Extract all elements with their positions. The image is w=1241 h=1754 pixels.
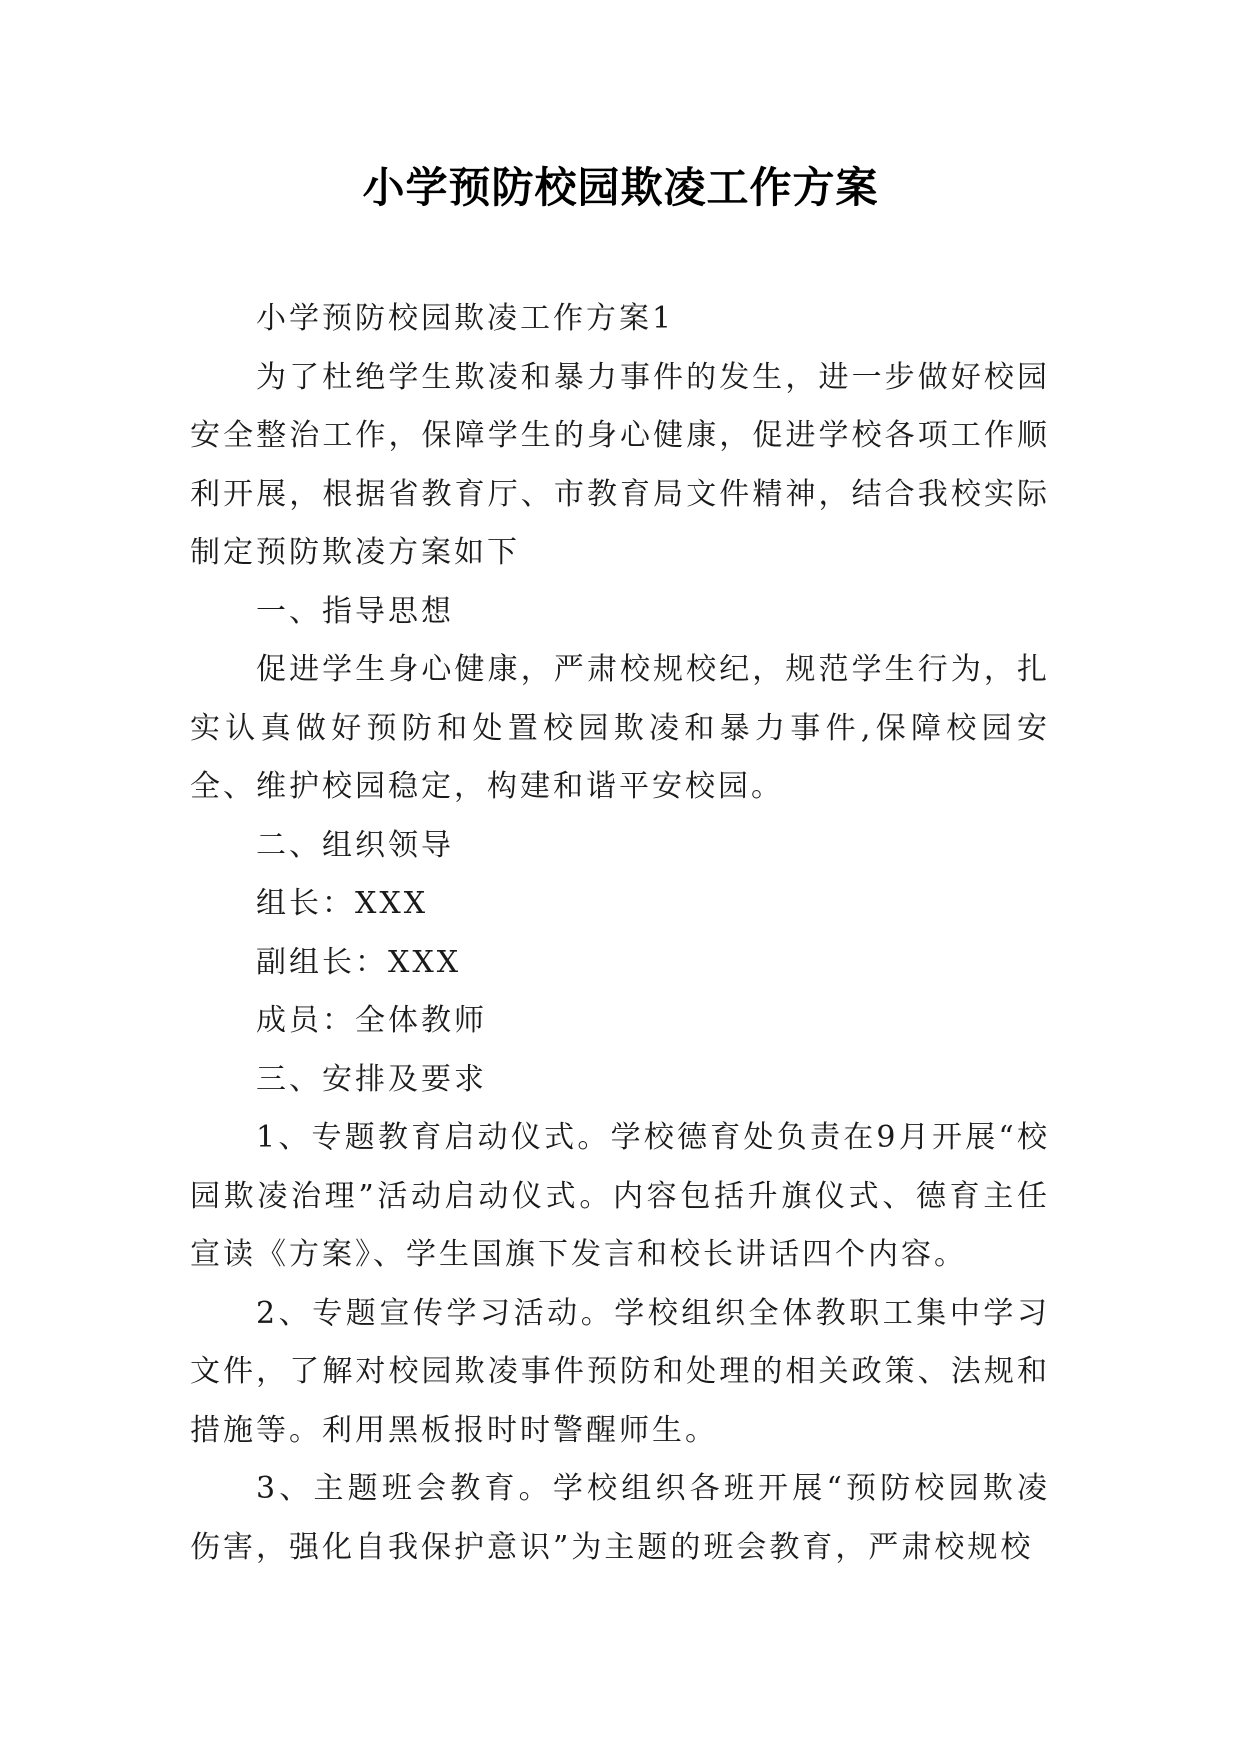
section-heading-arrangements: 三、安排及要求 [256, 1061, 487, 1097]
list-item-3: 3、主题班会教育。学校组织各班开展“预防校园欺凌伤害，强化自我保护意识”为主题的班会教育，严肃校规校 [190, 1471, 1050, 1565]
deputy-leader-line: 副组长：XXX [256, 944, 462, 980]
document-title: 小学预防校园欺凌工作方案 [362, 163, 879, 212]
section-heading-guiding-ideology: 一、指导思想 [256, 593, 454, 629]
document-body [190, 290, 1050, 1577]
paragraph-intro: 为了杜绝学生欺凌和暴力事件的发生，进一步做好校园安全整治工作，保障学生的身心健康，促进学校各项工作顺利开展，根据省教育厅、市教育局文件精神，结合我校实际制定预防欺凌方案如下 [190, 359, 1050, 570]
paragraph-subtitle: 小学预防校园欺凌工作方案1 [256, 301, 675, 336]
list-item-2: 2、专题宣传学习活动。学校组织全体教职工集中学习文件，了解对校园欺凌事件预防和处理的相关政策、法规和措施等。利用黑板报时时警醒师生。 [190, 1295, 1050, 1448]
section-heading-organization: 二、组织领导 [256, 827, 454, 863]
members-line: 成员：全体教师 [256, 1003, 487, 1038]
paragraph-guiding-ideology: 促进学生身心健康，严肃校规校纪，规范学生行为，扎实认真做好预防和处置校园欺凌和暴力事件,保障校园安全、维护校园稳定，构建和谐平安校园。 [190, 652, 1050, 804]
team-leader-line: 组长：XXX [256, 886, 429, 921]
list-item-1: 1、专题教育启动仪式。学校德育处负责在9月开展“校园欺凌治理”活动启动仪式。内容包括升旗仪式、德育主任宣读《方案》、学生国旗下发言和校长讲话四个内容。 [190, 1120, 1050, 1272]
